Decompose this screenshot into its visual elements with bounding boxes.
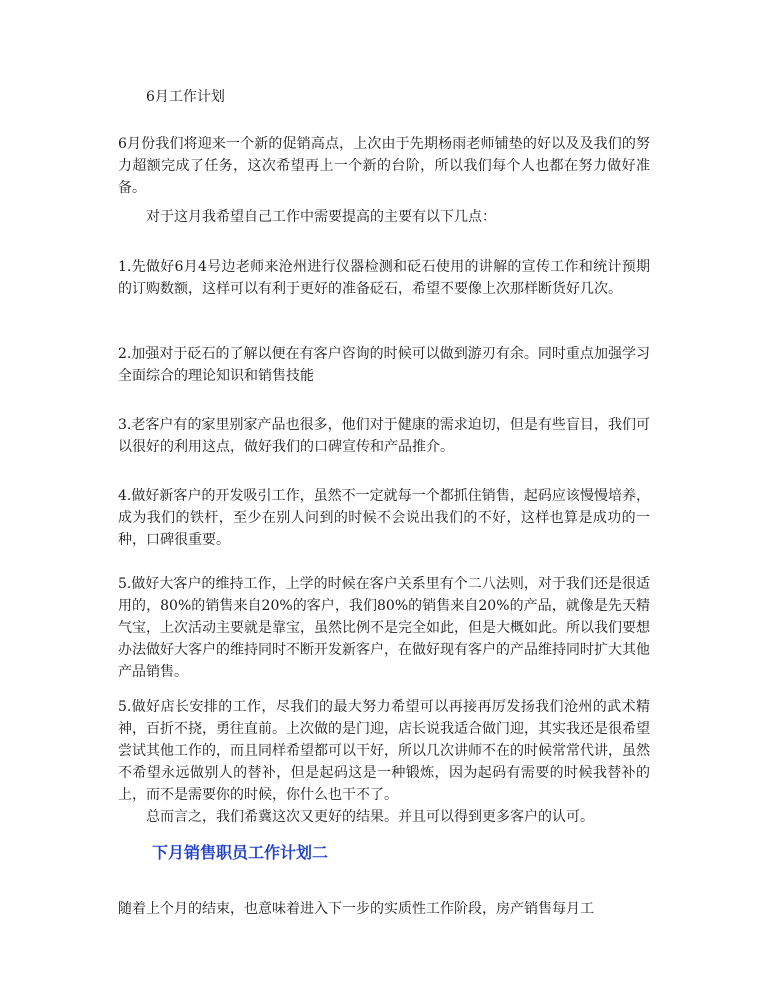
intro-paragraph: 6月份我们将迎来一个新的促销高点，上次由于先期杨雨老师铺垫的好以及及我们的努力超额完成了任务，这次希望再上一个新的台阶，所以我们每个人也都在努力做好准备。	[118, 136, 650, 196]
section2-title: 下月销售职员工作计划二	[152, 843, 329, 862]
summary-paragraph: 总而言之，我们希冀这次又更好的结果。并且可以得到更多客户的认可。	[146, 809, 594, 825]
list-item: 5.做好大客户的维持工作，上学的时候在客户关系里有个二八法则，对于我们还是很适用的，80%的销售来自20%的客户，我们80%的销售来自20%的产品，就像是先天精气宝，上次活动主要就是靠宝，虽然比例不是完全如此，但是大概如此。所以我们要想办法做好大客户的维持同时不断开发新客户，在做好现有客户的产品维持同时扩大其他产品销售。	[118, 576, 650, 680]
list-item: 5.做好店长安排的工作，尽我们的最大努力希望可以再接再厉发扬我们沧州的武术精神，百折不挠，勇往直前。上次做的是门迎，店长说我适合做门迎，其实我还是很希望尝试其他工作的，而且同样希望都可以干好，所以几次讲师不在的时候常常代讲，虽然不希望永远做别人的替补，但是起码这是一种锻炼，因为起码有需要的时候我替补的上，而不是需要你的时候，你什么也干不了。	[118, 699, 650, 803]
lead-paragraph: 对于这月我希望自己工作中需要提高的主要有以下几点：	[146, 209, 496, 225]
section2-first-line: 随着上个月的结束，也意味着进入下一步的实质性工作阶段，房产销售每月工	[118, 901, 594, 917]
list-item: 1.先做好6月4号边老师来沧州进行仪器检测和砭石使用的讲解的宣传工作和统计预期的订购数额，这样可以有利于更好的准备砭石，希望不要像上次那样断货好几次。	[118, 259, 650, 297]
document-title: 6月工作计划	[146, 89, 225, 105]
list-item: 3.老客户有的家里别家产品也很多，他们对于健康的需求迫切，但是有些盲目，我们可以很好的利用这点，做好我们的口碑宣传和产品推介。	[118, 417, 650, 455]
list-item: 4.做好新客户的开发吸引工作，虽然不一定就每一个都抓住销售，起码应该慢慢培养，成为我们的铁杆，至少在别人问到的时候不会说出我们的不好，这样也算是成功的一种，口碑很重要。	[118, 488, 650, 548]
list-item: 2.加强对于砭石的了解以便在有客户咨询的时候可以做到游刃有余。同时重点加强学习全面综合的理论知识和销售技能	[118, 346, 650, 384]
